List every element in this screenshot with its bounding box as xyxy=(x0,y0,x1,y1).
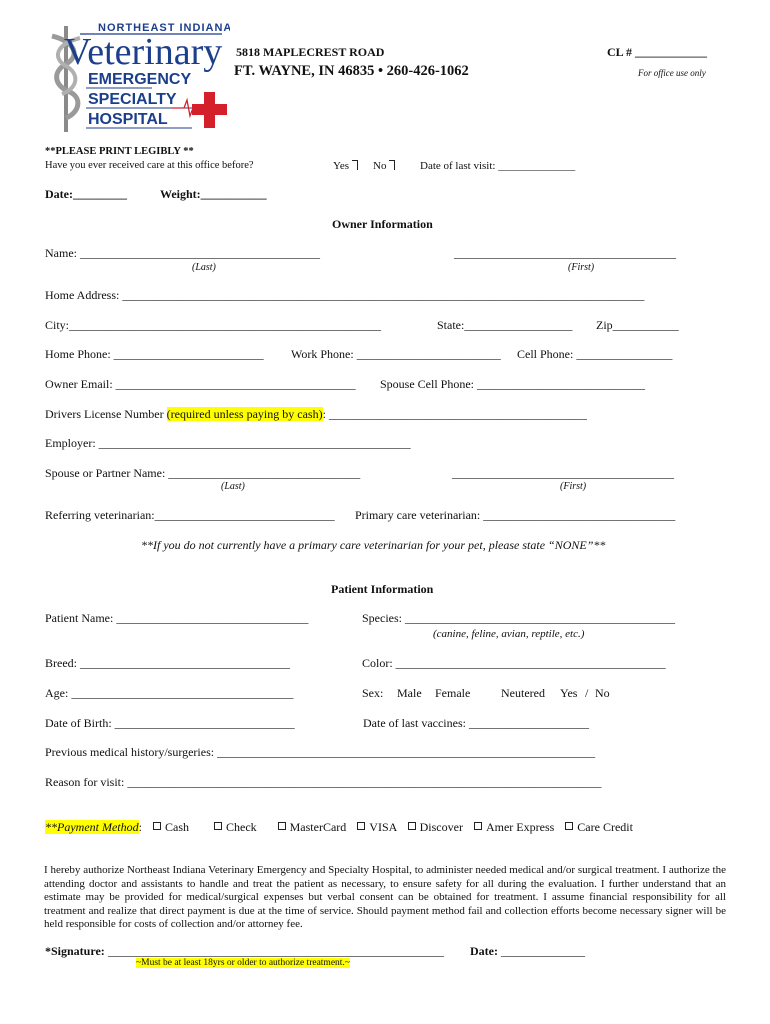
checkbox-icon[interactable] xyxy=(278,822,286,830)
dl-suffix: : ___________________________________________ xyxy=(322,407,587,421)
spouse-first-caption: (First) xyxy=(560,481,587,492)
checkbox-icon[interactable] xyxy=(214,822,222,830)
sex-label: Sex: xyxy=(362,686,384,700)
first-caption: (First) xyxy=(568,262,595,273)
spouse-last-name-field[interactable]: Spouse or Partner Name: ________________________________ xyxy=(45,466,361,480)
payment-option-label: VISA xyxy=(369,820,397,834)
payment-option-label: Check xyxy=(225,820,257,834)
yes-label: Yes xyxy=(333,160,350,172)
checkbox-icon[interactable] xyxy=(408,822,416,830)
payment-option-label: Amer Express xyxy=(485,820,555,834)
age-field[interactable]: Age: _____________________________________ xyxy=(45,686,294,700)
spouse-last-caption: (Last) xyxy=(221,481,245,492)
primary-vet-field[interactable]: Primary care veterinarian: ________________________________ xyxy=(355,508,676,522)
payment-option-discover[interactable] xyxy=(400,820,463,834)
payment-colon: : xyxy=(138,820,142,834)
last-caption: (Last) xyxy=(192,262,216,273)
neutered-yes-option[interactable]: Yes xyxy=(560,686,578,700)
signature-date-label: Date: xyxy=(470,944,498,958)
spouse-first-name-field[interactable]: _____________________________________ xyxy=(452,466,674,480)
payment-option-label: Cash xyxy=(164,820,189,834)
prior-care-question: Have you ever received care at this office before? xyxy=(45,160,254,171)
payment-option-amer-express[interactable] xyxy=(466,820,554,834)
yes-checkbox-icon[interactable] xyxy=(352,160,358,170)
cell-phone-field[interactable]: Cell Phone: ________________ xyxy=(517,347,673,361)
owner-section-title: Owner Information xyxy=(332,217,433,231)
address-line-2: FT. WAYNE, IN 46835 • 260-426-1062 xyxy=(234,63,469,79)
no-label: No xyxy=(373,160,387,172)
medical-cross-icon xyxy=(192,92,227,128)
payment-option-label: Care Credit xyxy=(577,820,633,834)
checkbox-icon[interactable] xyxy=(474,822,482,830)
authorization-paragraph: I hereby authorize Northeast Indiana Veterinary Emergency and Specialty Hospital, to administer needed medical and/or surgical treatment. I authorize the attending doctor and assistants to handle and treat the patient as necessary, to ensure safety for all during the evaluation. I further understand that an estimate may be provided for medical/surgical expenses but verbal consent can be obtained for treatment. I assume financial responsibility for all treatment and realize that direct payment is due at the time of service. Should payment method fail and collection efforts become necessary signer will be held responsible for costs of collection and/or attorney fee. xyxy=(44,864,726,931)
species-field[interactable]: Species: _____________________________________________ xyxy=(362,611,675,625)
office-use-note: For office use only xyxy=(638,68,706,78)
checkbox-icon[interactable] xyxy=(565,822,573,830)
color-field[interactable]: Color: _____________________________________________ xyxy=(362,656,666,670)
payment-method-label: **Payment Method xyxy=(45,820,139,834)
home-address-field[interactable]: Home Address: _______________________________________________________________________________________ xyxy=(45,288,645,302)
sex-male-option[interactable]: Male xyxy=(397,686,422,700)
employer-field[interactable]: Employer: ____________________________________________________ xyxy=(45,436,411,450)
primary-vet-note: **If you do not currently have a primary care veterinarian for your pet, please state “NONE”** xyxy=(141,538,606,552)
payment-option-visa[interactable] xyxy=(349,820,396,834)
dl-required-note: (required unless paying by cash) xyxy=(166,407,323,421)
no-checkbox-icon[interactable] xyxy=(389,160,395,170)
home-phone-field[interactable]: Home Phone: _________________________ xyxy=(45,347,264,361)
logo-line2: Veterinary xyxy=(64,31,223,73)
dl-prefix: Drivers License Number xyxy=(45,407,167,421)
last-vaccines-field[interactable]: Date of last vaccines: ____________________ xyxy=(363,716,589,730)
logo-line5: HOSPITAL xyxy=(88,111,168,128)
spouse-cell-field[interactable]: Spouse Cell Phone: ____________________________ xyxy=(380,377,646,391)
logo-line3: EMERGENCY xyxy=(88,71,192,88)
species-hint: (canine, feline, avian, reptile, etc.) xyxy=(433,628,585,640)
zip-field[interactable]: Zip___________ xyxy=(596,318,679,332)
neutered-no-option[interactable]: No xyxy=(595,686,610,700)
signature-label: *Signature: xyxy=(45,944,105,958)
city-field[interactable]: City:____________________________________________________ xyxy=(45,318,382,332)
payment-option-cash[interactable] xyxy=(145,820,189,834)
checkbox-icon[interactable] xyxy=(357,822,365,830)
checkbox-icon[interactable] xyxy=(153,822,161,830)
signature-field[interactable]: ________________________________________________________ xyxy=(108,944,444,958)
cl-number-field[interactable]: CL # ____________ xyxy=(607,45,708,59)
neutered-slash: / xyxy=(585,686,589,700)
owner-first-name-field[interactable]: _____________________________________ xyxy=(454,246,676,260)
age-requirement-note: ~Must be at least 18yrs or older to authorize treatment.~ xyxy=(136,958,350,968)
payment-method-row xyxy=(45,820,633,835)
last-visit-field[interactable]: Date of last visit: ______________ xyxy=(420,160,576,172)
payment-option-label: MasterCard xyxy=(289,820,347,834)
referring-vet-field[interactable]: Referring veterinarian:______________________________ xyxy=(45,508,335,522)
hospital-logo xyxy=(40,12,230,134)
print-legibly-note: **PLEASE PRINT LEGIBLY ** xyxy=(45,146,194,157)
logo-line4: SPECIALTY xyxy=(88,91,177,108)
reason-for-visit-field[interactable]: Reason for visit: _______________________________________________________________________________ xyxy=(45,775,602,789)
payment-option-mastercard[interactable] xyxy=(270,820,347,834)
signature-date-field[interactable]: ______________ xyxy=(501,944,585,958)
prior-care-no-option[interactable] xyxy=(373,160,395,172)
date-field[interactable]: Date:_________ xyxy=(45,187,127,201)
address-line-1: 5818 MAPLECREST ROAD xyxy=(236,45,385,59)
patient-section-title: Patient Information xyxy=(331,582,434,596)
date-of-birth-field[interactable]: Date of Birth: ______________________________ xyxy=(45,716,295,730)
payment-option-check[interactable] xyxy=(206,820,257,834)
owner-last-name-field[interactable]: Name: ________________________________________ xyxy=(45,246,320,260)
weight-field[interactable]: Weight:___________ xyxy=(160,187,267,201)
owner-email-field[interactable]: Owner Email: ________________________________________ xyxy=(45,377,356,391)
work-phone-field[interactable]: Work Phone: ________________________ xyxy=(291,347,501,361)
prior-care-yes-option[interactable] xyxy=(333,160,358,172)
patient-name-field[interactable]: Patient Name: ________________________________ xyxy=(45,611,309,625)
sex-female-option[interactable]: Female xyxy=(435,686,471,700)
medical-history-field[interactable]: Previous medical history/surgeries: _______________________________________________________________ xyxy=(45,745,596,759)
neutered-label: Neutered xyxy=(501,686,545,700)
payment-option-label: Discover xyxy=(419,820,463,834)
state-field[interactable]: State:__________________ xyxy=(437,318,573,332)
payment-option-care-credit[interactable] xyxy=(557,820,633,834)
breed-field[interactable]: Breed: ___________________________________ xyxy=(45,656,290,670)
logo-line1: NORTHEAST INDIANA xyxy=(98,22,230,34)
drivers-license-field[interactable] xyxy=(45,407,587,422)
